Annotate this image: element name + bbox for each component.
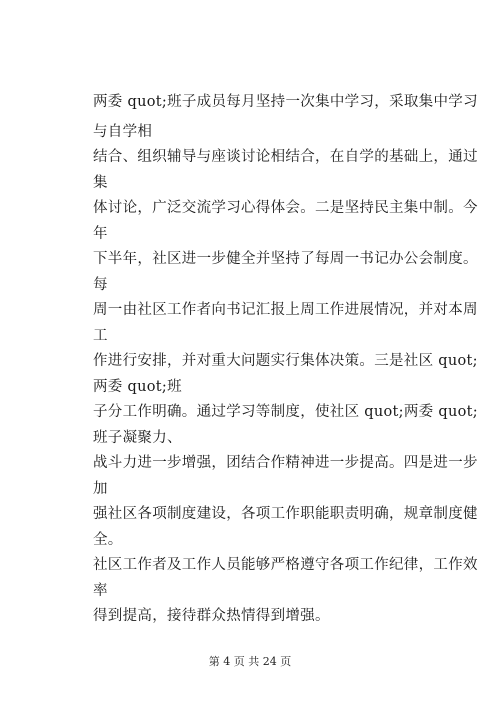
paragraph-line: 每 — [93, 277, 108, 293]
paragraph-line: 子分工作明确。通过学习等制度，使社区 quot;两委 quot; — [93, 404, 478, 420]
paragraph-line: 社区工作者及工作人员能够严格遵守各项工作纪律，工作效 — [93, 557, 478, 573]
paragraph-line: 两委 quot;班子成员每月坚持一次集中学习，采取集中学习 — [93, 94, 478, 110]
paragraph-line: 得到提高，接待群众热情得到增强。 — [93, 608, 330, 624]
paragraph-line: 两委 quot;班 — [93, 379, 182, 395]
paragraph-line: 作进行安排，并对重大问题实行集体决策。三是社区 quot; — [93, 353, 478, 369]
paragraph-line: 加 — [93, 481, 108, 497]
page-number-footer: 第 4 页 共 24 页 — [208, 655, 292, 668]
paragraph-line: 班子凝聚力、 — [93, 430, 182, 446]
paragraph-line: 与自学相 — [93, 124, 153, 140]
paragraph-line: 强社区各项制度建设，各项工作职能职责明确，规章制度健 — [93, 506, 478, 522]
paragraph-line: 全。 — [93, 532, 123, 548]
paragraph-line: 率 — [93, 583, 108, 599]
paragraph-line: 体讨论，广泛交流学习心得体会。二是坚持民主集中制。今 — [93, 200, 478, 216]
paragraph-line: 集 — [93, 175, 108, 191]
paragraph-line: 下半年，社区进一步健全并坚持了每周一书记办公会制度。 — [93, 251, 478, 267]
paragraph-line: 结合、组织辅导与座谈讨论相结合，在自学的基础上，通过 — [93, 149, 478, 165]
paragraph-line: 战斗力进一步增强，团结合作精神进一步提高。四是进一步 — [93, 455, 478, 471]
paragraph-line: 工 — [93, 328, 108, 344]
paragraph-line: 年 — [93, 226, 108, 242]
paragraph-line: 周一由社区工作者向书记汇报上周工作进展情况，并对本周 — [93, 302, 478, 318]
